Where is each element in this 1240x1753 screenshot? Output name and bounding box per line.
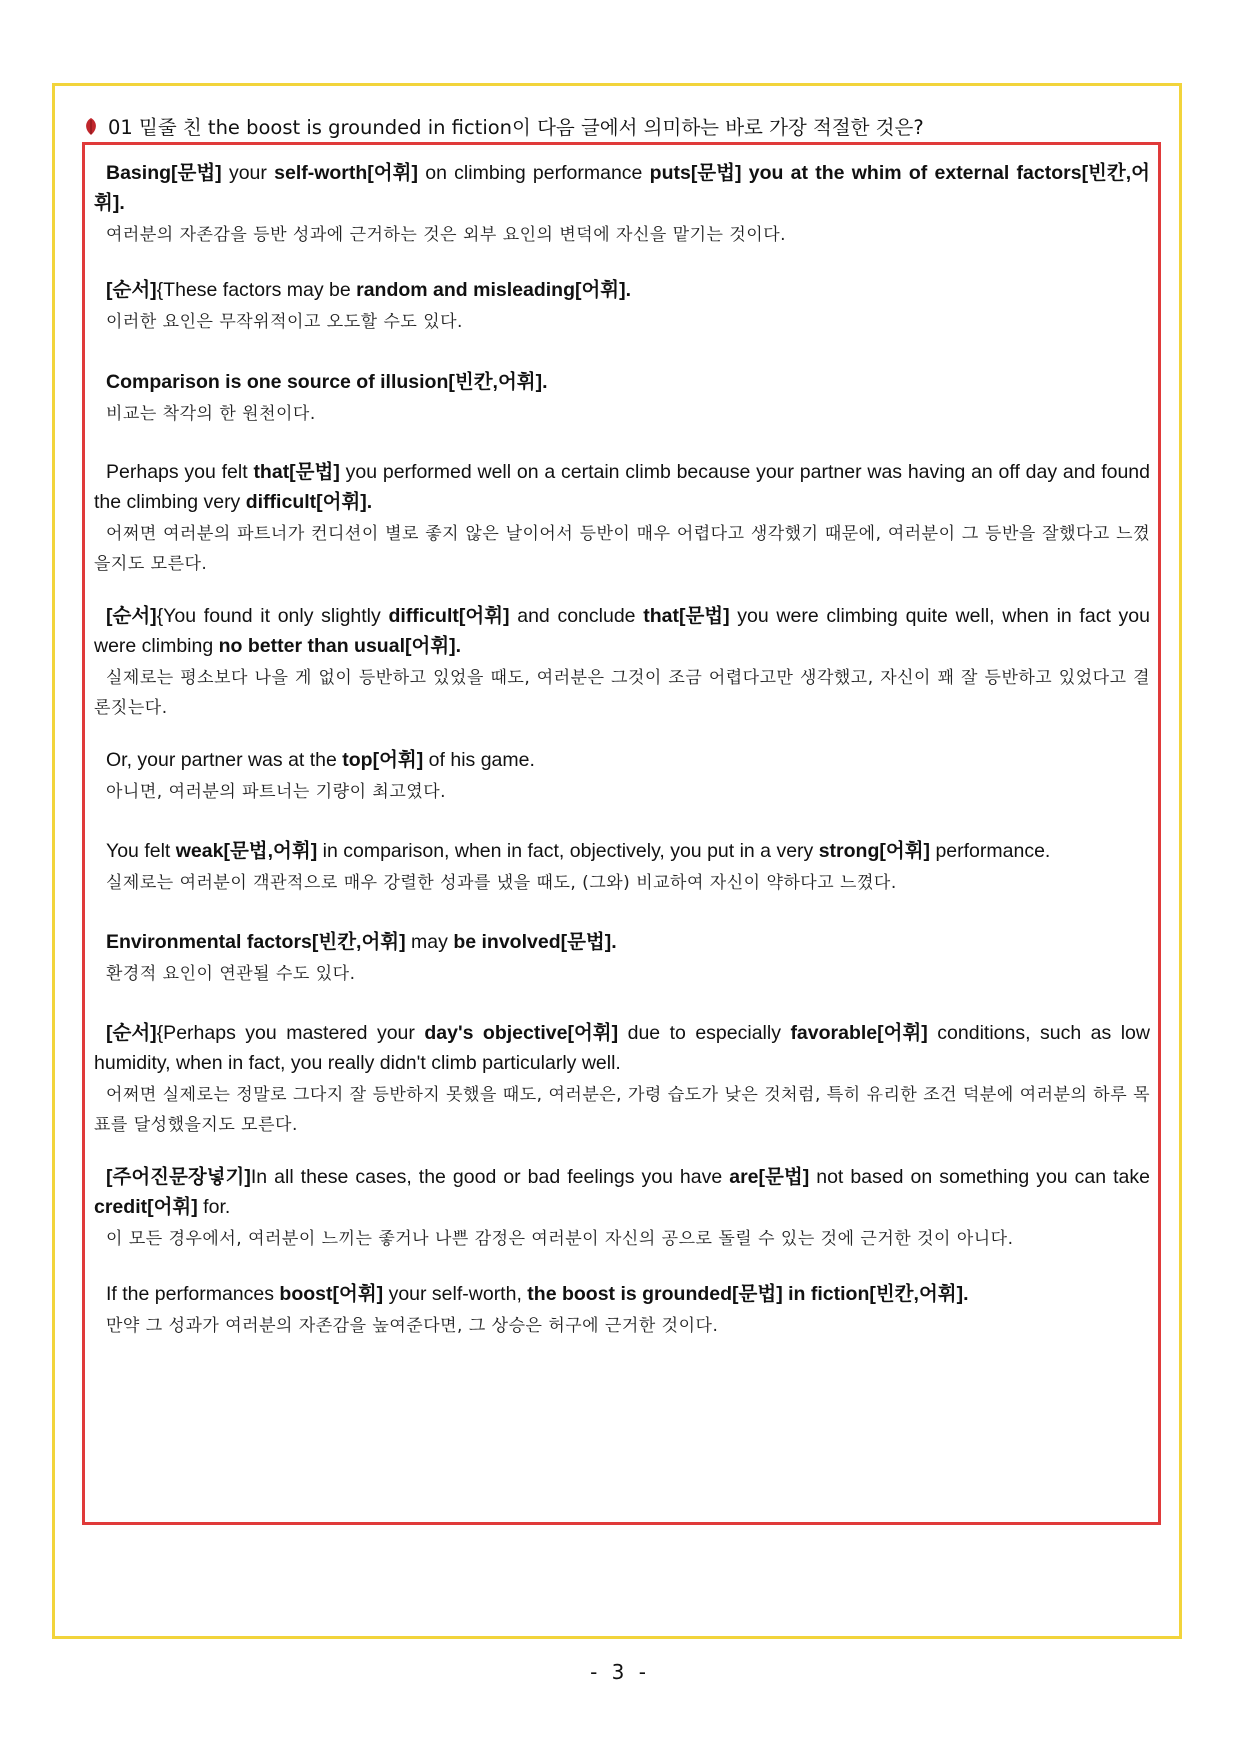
sentence-text: In all these cases, the good or bad feelings you have (250, 1166, 730, 1188)
annotated-phrase: [주어진문장넣기] (106, 1166, 251, 1188)
sentence-text: performance. (930, 840, 1051, 862)
sentence-text: for. (197, 1196, 231, 1218)
page-number: - 3 - (590, 1660, 650, 1684)
annotated-phrase: boost[어휘] (279, 1283, 384, 1305)
annotated-phrase: the boost is grounded[문법] in fiction[빈칸,어휘]. (527, 1283, 969, 1305)
sentence-text: If the performances (106, 1283, 280, 1305)
english-sentence (94, 367, 1150, 397)
sentence-text: may (405, 931, 454, 953)
english-sentence (94, 927, 1150, 957)
red-leaf-icon (84, 117, 98, 136)
english-sentence (94, 457, 1150, 517)
annotated-phrase: random and misleading[어휘]. (356, 279, 632, 301)
annotated-phrase: difficult[어휘] (388, 605, 510, 627)
korean-translation: 만약 그 성과가 여러분의 자존감을 높여준다면, 그 상승은 허구에 근거한 것이다. (106, 1316, 719, 1336)
annotated-phrase: self-worth[어휘] (274, 162, 418, 184)
sentence-block (94, 745, 1150, 807)
annotated-phrase: day's objective[어휘] (424, 1022, 619, 1044)
sentence-text: your self-worth, (383, 1283, 528, 1305)
sentence-text: and conclude (509, 605, 644, 627)
annotated-phrase: you at the whim of external factors[빈칸,어휘]. (94, 162, 1150, 214)
annotated-phrase: no better than usual[어휘]. (218, 635, 462, 657)
sentence-block (94, 457, 1150, 579)
sentence-text: {These factors may be (156, 279, 357, 301)
annotated-phrase: top[어휘] (342, 749, 424, 771)
question-line (84, 110, 924, 142)
sentence-text: conditions, such as low humidity, when in fact, you really didn't climb particularly well. (94, 1022, 1150, 1074)
sentence-text: due to especially (618, 1022, 791, 1044)
sentence-text: you performed well on a certain climb because your partner was having an off day and found the climbing very (94, 461, 1150, 513)
sentence-block (94, 601, 1150, 723)
sentence-text: your (221, 162, 275, 184)
sentence-text: on climbing performance (417, 162, 650, 184)
sentence-text: in comparison, when in fact, objectively, you put in a very (317, 840, 819, 862)
korean-translation: 실제로는 평소보다 나을 게 없이 등반하고 있었을 때도, 여러분은 그것이 조금 어렵다고만 생각했고, 자신이 꽤 잘 등반하고 있었다고 결론짓는다. (94, 668, 1150, 718)
korean-translation: 비교는 착각의 한 원천이다. (106, 404, 316, 424)
sentence-text: {You found it only slightly (156, 605, 389, 627)
korean-translation: 이 모든 경우에서, 여러분이 느끼는 좋거나 나쁜 감정은 여러분이 자신의 공으로 돌릴 수 있는 것에 근거한 것이 아니다. (106, 1229, 1014, 1249)
annotated-phrase: that[문법] (253, 461, 340, 483)
sentence-block (94, 927, 1150, 989)
sentence-text: Or, your partner was at the (106, 749, 343, 771)
sentence-text: not based on something you can take (809, 1166, 1150, 1188)
annotated-phrase: Environmental factors[빈칸,어휘] (106, 931, 406, 953)
annotated-phrase: weak[문법,어휘] (175, 840, 318, 862)
korean-translation: 어쩌면 여러분의 파트너가 컨디션이 별로 좋지 않은 날이어서 등반이 매우 어렵다고 생각했기 때문에, 여러분이 그 등반을 잘했다고 느꼈을지도 모른다. (94, 524, 1150, 574)
annotated-phrase: that[문법] (643, 605, 730, 627)
sentence-text: {Perhaps you mastered your (156, 1022, 425, 1044)
sentence-text: of his game. (423, 749, 535, 771)
sentence-block (94, 1162, 1150, 1254)
sentence-text (741, 162, 748, 184)
korean-translation: 아니면, 여러분의 파트너는 기량이 최고였다. (106, 782, 447, 802)
sentence-block (94, 367, 1150, 429)
annotated-phrase: [순서] (106, 279, 157, 301)
question-text: 01 밑줄 친 the boost is grounded in fiction이 다음 글에서 의미하는 바로 가장 적절한 것은? (108, 116, 924, 139)
sentence-text: you were climbing quite well, when in fact you were climbing (94, 605, 1150, 657)
sentence-block (94, 158, 1150, 250)
english-sentence (94, 601, 1150, 661)
korean-translation: 이러한 요인은 무작위적이고 오도할 수도 있다. (106, 312, 463, 332)
korean-translation: 환경적 요인이 연관될 수도 있다. (106, 964, 356, 984)
annotated-phrase: are[문법] (729, 1166, 810, 1188)
sentence-block (94, 836, 1150, 898)
english-sentence (94, 1279, 1150, 1309)
sentence-block (94, 1018, 1150, 1140)
annotated-phrase: strong[어휘] (818, 840, 931, 862)
annotated-phrase: Comparison is one source of illusion[빈칸,어휘]. (106, 371, 548, 393)
annotated-phrase: Basing[문법] (106, 162, 222, 184)
english-sentence (94, 275, 1150, 305)
english-sentence (94, 836, 1150, 866)
sentence-block (94, 1279, 1150, 1341)
korean-translation: 여러분의 자존감을 등반 성과에 근거하는 것은 외부 요인의 변덕에 자신을 맡기는 것이다. (106, 225, 787, 245)
english-sentence (94, 1018, 1150, 1078)
annotated-phrase: [순서] (106, 605, 157, 627)
english-sentence (94, 158, 1150, 218)
sentence-block (94, 275, 1150, 337)
english-sentence (94, 1162, 1150, 1222)
annotated-phrase: [순서] (106, 1022, 157, 1044)
annotated-phrase: puts[문법] (649, 162, 742, 184)
sentence-text: You felt (106, 840, 176, 862)
annotated-phrase: difficult[어휘]. (245, 491, 373, 513)
korean-translation: 어쩌면 실제로는 정말로 그다지 잘 등반하지 못했을 때도, 여러분은, 가령 습도가 낮은 것처럼, 특히 유리한 조건 덕분에 여러분의 하루 목표를 달성했을지도 모른다. (94, 1085, 1150, 1135)
annotated-phrase: credit[어휘] (94, 1196, 198, 1218)
sentence-text: Perhaps you felt (106, 461, 254, 483)
english-sentence (94, 745, 1150, 775)
annotated-phrase: be involved[문법]. (453, 931, 617, 953)
annotated-phrase: favorable[어휘] (790, 1022, 928, 1044)
korean-translation: 실제로는 여러분이 객관적으로 매우 강렬한 성과를 냈을 때도, (그와) 비교하여 자신이 약하다고 느꼈다. (106, 873, 897, 893)
